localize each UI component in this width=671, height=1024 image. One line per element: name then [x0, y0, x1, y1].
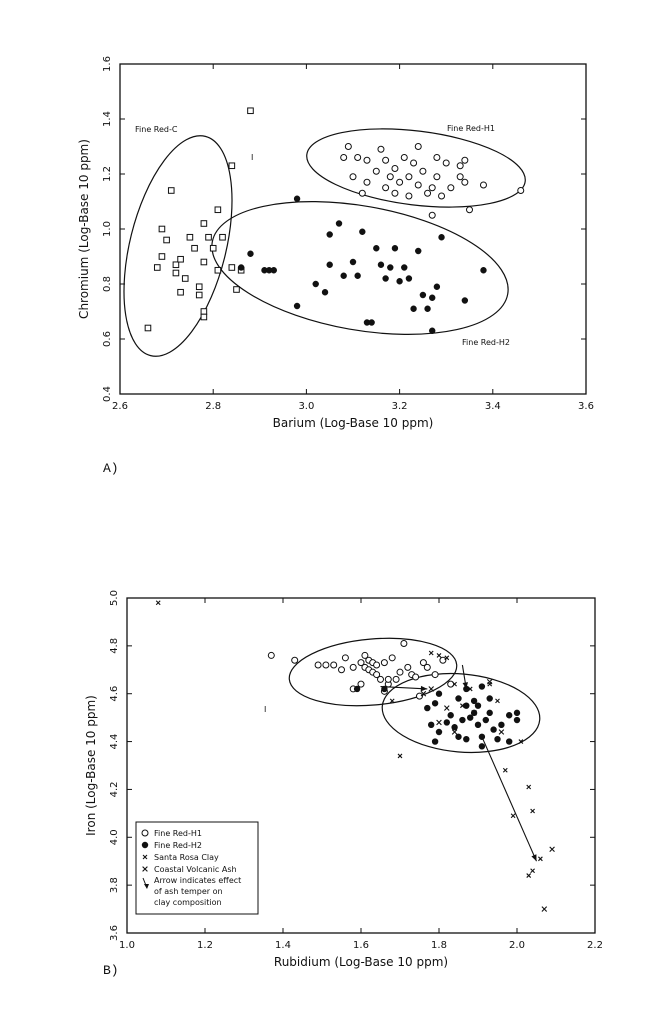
data-point: [397, 669, 403, 675]
data-point: [514, 710, 520, 716]
data-point: [463, 736, 469, 742]
data-point: [527, 785, 531, 789]
y-axis-title: Chromium (Log-Base 10 ppm): [77, 139, 91, 319]
y-tick-label: 5.0: [109, 590, 120, 606]
data-point: [483, 717, 489, 723]
data-point: [436, 729, 442, 735]
data-point: [434, 155, 440, 161]
data-point: [448, 712, 454, 718]
data-point: [294, 303, 300, 309]
data-point: [359, 190, 365, 196]
data-point: [315, 662, 321, 668]
data-point: [479, 743, 485, 749]
data-point: [531, 869, 535, 873]
data-point: [429, 687, 434, 692]
data-point: [206, 234, 212, 240]
y-tick-label: 4.6: [109, 685, 120, 702]
data-point: [406, 276, 412, 282]
data-point: [327, 262, 333, 268]
data-point: [434, 284, 440, 290]
data-point: [401, 265, 407, 271]
data-point: [215, 267, 221, 273]
data-point: [159, 254, 165, 260]
data-point: [145, 325, 151, 331]
data-point: [514, 717, 520, 723]
data-point: [187, 234, 193, 240]
data-point: [385, 676, 391, 682]
data-point: [480, 182, 486, 188]
data-point: [173, 262, 179, 268]
data-point: [406, 193, 412, 199]
data-point: [229, 163, 235, 169]
legend: [136, 822, 258, 914]
data-point: [201, 314, 207, 320]
data-point: [378, 262, 384, 268]
data-point: [496, 699, 500, 703]
data-point: [475, 722, 481, 728]
data-point: [387, 265, 393, 271]
data-point: [437, 720, 442, 725]
data-point: [381, 660, 387, 666]
data-point: [420, 292, 426, 298]
data-point: [495, 736, 501, 742]
data-point: [440, 657, 446, 663]
data-point: [248, 108, 254, 114]
data-point: [339, 667, 345, 673]
series-fine-red-h2: [354, 684, 520, 750]
series-fine-red-h2: [238, 196, 486, 334]
error-bar-label: I: [264, 705, 267, 714]
data-point: [411, 160, 417, 166]
data-point: [358, 681, 364, 687]
plot-frame: [120, 64, 586, 394]
data-point: [506, 739, 512, 745]
data-point: [192, 245, 198, 251]
temper-arrowhead: [421, 686, 428, 691]
data-point: [415, 182, 421, 188]
data-point: [397, 179, 403, 185]
data-point: [413, 674, 419, 680]
data-point: [327, 232, 333, 238]
y-tick-label: 3.6: [109, 925, 120, 941]
data-point: [322, 289, 328, 295]
group-label: Fine Red-H2: [462, 338, 510, 347]
data-point: [156, 601, 160, 605]
y-tick-label: 4.4: [109, 733, 120, 750]
data-point: [443, 160, 449, 166]
data-point: [354, 686, 360, 692]
data-point: [503, 768, 507, 772]
legend-label: Arrow indicates effect: [154, 876, 242, 885]
data-point: [383, 157, 389, 163]
x-tick-label: 1.2: [197, 940, 213, 951]
y-tick-label: 1.6: [102, 56, 113, 72]
data-point: [168, 188, 174, 194]
x-tick-label: 3.6: [578, 401, 594, 412]
data-point: [164, 237, 170, 243]
data-point: [393, 676, 399, 682]
y-tick-label: 1.2: [102, 166, 113, 182]
data-point: [481, 267, 487, 273]
data-point: [201, 309, 207, 315]
data-point: [415, 248, 421, 254]
data-point: [518, 188, 524, 194]
data-point: [411, 306, 417, 312]
data-point: [457, 163, 463, 169]
y-tick-label: 0.8: [102, 276, 113, 292]
data-point: [292, 657, 298, 663]
data-point: [313, 281, 319, 287]
data-point: [401, 640, 407, 646]
data-point: [415, 144, 421, 150]
data-point: [173, 270, 179, 276]
data-point: [428, 722, 434, 728]
x-tick-label: 2.6: [112, 401, 128, 412]
data-point: [456, 696, 462, 702]
data-point: [491, 727, 497, 733]
ellipse-fine-red-h1: [302, 118, 529, 218]
data-point: [373, 245, 379, 251]
legend-label: Coastal Volcanic Ash: [154, 865, 237, 874]
data-point: [364, 179, 370, 185]
data-point: [342, 655, 348, 661]
data-point: [471, 698, 477, 704]
data-point: [499, 722, 505, 728]
x-tick-label: 2.2: [587, 940, 603, 951]
data-point: [448, 185, 454, 191]
data-point: [425, 306, 431, 312]
data-point: [479, 684, 485, 690]
data-point: [436, 691, 442, 697]
x-tick-label: 2.0: [509, 940, 525, 951]
data-point: [462, 157, 468, 163]
data-point: [538, 857, 542, 861]
data-point: [506, 712, 512, 718]
data-point: [229, 265, 235, 271]
data-point: [294, 196, 300, 202]
data-point: [456, 734, 462, 740]
ellipse-fine-red-c: [104, 125, 252, 368]
data-point: [487, 696, 493, 702]
data-point: [429, 212, 435, 218]
data-point: [550, 847, 555, 852]
y-tick-label: 3.8: [109, 877, 120, 894]
legend-label: Fine Red-H2: [154, 841, 202, 850]
data-point: [429, 651, 433, 655]
data-point: [341, 155, 347, 161]
data-point: [475, 703, 481, 709]
x-tick-label: 3.2: [391, 401, 408, 412]
data-point: [429, 295, 435, 301]
data-point: [467, 207, 473, 213]
data-point: [336, 221, 342, 227]
data-point: [439, 234, 445, 240]
x-axis-title: Rubidium (Log-Base 10 ppm): [273, 955, 449, 969]
data-point: [248, 251, 254, 257]
x-tick-label: 1.0: [119, 940, 135, 951]
data-point: [398, 754, 402, 758]
x-axis-title: Barium (Log-Base 10 ppm): [272, 416, 434, 430]
data-point: [178, 256, 184, 262]
temper-arrow: [482, 737, 537, 861]
data-point: [397, 278, 403, 284]
y-tick-label: 0.4: [102, 386, 113, 402]
panel-label: B): [103, 963, 119, 978]
x-tick-label: 2.8: [205, 401, 222, 412]
y-axis-title: Iron (Log-Base 10 ppm): [84, 695, 98, 836]
data-point: [462, 179, 468, 185]
data-point: [154, 265, 160, 271]
legend-label: of ash temper on: [154, 887, 223, 896]
legend-label: Fine Red-H1: [154, 829, 202, 838]
x-tick-label: 1.8: [431, 940, 447, 951]
data-point: [457, 174, 463, 180]
data-point: [220, 234, 226, 240]
chart-b: [84, 590, 603, 978]
data-point: [439, 193, 445, 199]
data-point: [429, 185, 435, 191]
data-point: [437, 653, 441, 657]
data-point: [178, 289, 184, 295]
y-tick-label: 1.4: [102, 111, 113, 127]
y-tick-label: 4.8: [109, 637, 120, 654]
data-point: [425, 190, 431, 196]
data-point: [401, 155, 407, 161]
data-point: [487, 710, 493, 716]
y-tick-label: 0.6: [102, 331, 113, 347]
data-point: [268, 652, 274, 658]
data-point: [364, 157, 370, 163]
data-point: [142, 830, 148, 836]
y-tick-label: 4.0: [109, 829, 120, 846]
data-point: [432, 672, 438, 678]
data-point: [406, 174, 412, 180]
data-point: [542, 907, 547, 912]
data-point: [369, 320, 375, 326]
data-point: [234, 287, 240, 293]
data-point: [460, 717, 466, 723]
data-point: [350, 174, 356, 180]
data-point: [527, 874, 531, 878]
data-point: [405, 664, 411, 670]
y-tick-label: 1.0: [102, 221, 113, 237]
error-bar-label: I: [251, 153, 254, 162]
data-point: [444, 720, 450, 726]
data-point: [499, 730, 504, 735]
x-tick-label: 1.4: [275, 940, 291, 951]
data-point: [350, 259, 356, 265]
data-point: [511, 814, 515, 818]
data-point: [383, 276, 389, 282]
data-point: [373, 168, 379, 174]
data-point: [345, 144, 351, 150]
data-point: [444, 706, 449, 711]
data-point: [196, 284, 202, 290]
data-point: [362, 652, 368, 658]
data-point: [210, 245, 216, 251]
legend-label: Santa Rosa Clay: [154, 853, 219, 862]
data-point: [392, 245, 398, 251]
data-point: [378, 676, 384, 682]
data-point: [159, 226, 165, 232]
data-point: [378, 146, 384, 152]
data-point: [389, 655, 395, 661]
data-point: [479, 734, 485, 740]
series-fine-red-c: [145, 108, 253, 331]
data-point: [392, 166, 398, 172]
data-point: [383, 185, 389, 191]
data-point: [350, 664, 356, 670]
chart-a: [77, 56, 594, 476]
data-point: [420, 168, 426, 174]
data-point: [341, 273, 347, 279]
panel-label: A): [103, 461, 119, 476]
data-point: [432, 739, 438, 745]
data-point: [215, 207, 221, 213]
data-point: [142, 842, 148, 848]
data-point: [331, 662, 337, 668]
data-point: [323, 662, 329, 668]
data-point: [429, 328, 435, 334]
data-point: [374, 662, 380, 668]
data-point: [271, 267, 277, 273]
data-point: [424, 705, 430, 711]
data-point: [434, 174, 440, 180]
data-point: [201, 221, 207, 227]
group-label: Fine Red-C: [135, 125, 178, 134]
x-tick-label: 3.0: [298, 401, 315, 412]
data-point: [201, 259, 207, 265]
y-tick-label: 4.2: [109, 781, 120, 798]
data-point: [387, 174, 393, 180]
legend-label: clay composition: [154, 898, 222, 907]
data-point: [424, 664, 430, 670]
data-point: [467, 715, 473, 721]
group-label: Fine Red-H1: [447, 124, 495, 133]
data-point: [196, 292, 202, 298]
data-point: [355, 273, 361, 279]
data-point: [355, 155, 361, 161]
data-point: [462, 298, 468, 304]
data-point: [392, 190, 398, 196]
data-point: [182, 276, 188, 282]
data-point: [359, 229, 365, 235]
x-tick-label: 3.4: [484, 401, 501, 412]
data-point: [238, 265, 244, 271]
data-point: [432, 700, 438, 706]
x-tick-label: 1.6: [353, 940, 369, 951]
data-point: [531, 809, 535, 813]
